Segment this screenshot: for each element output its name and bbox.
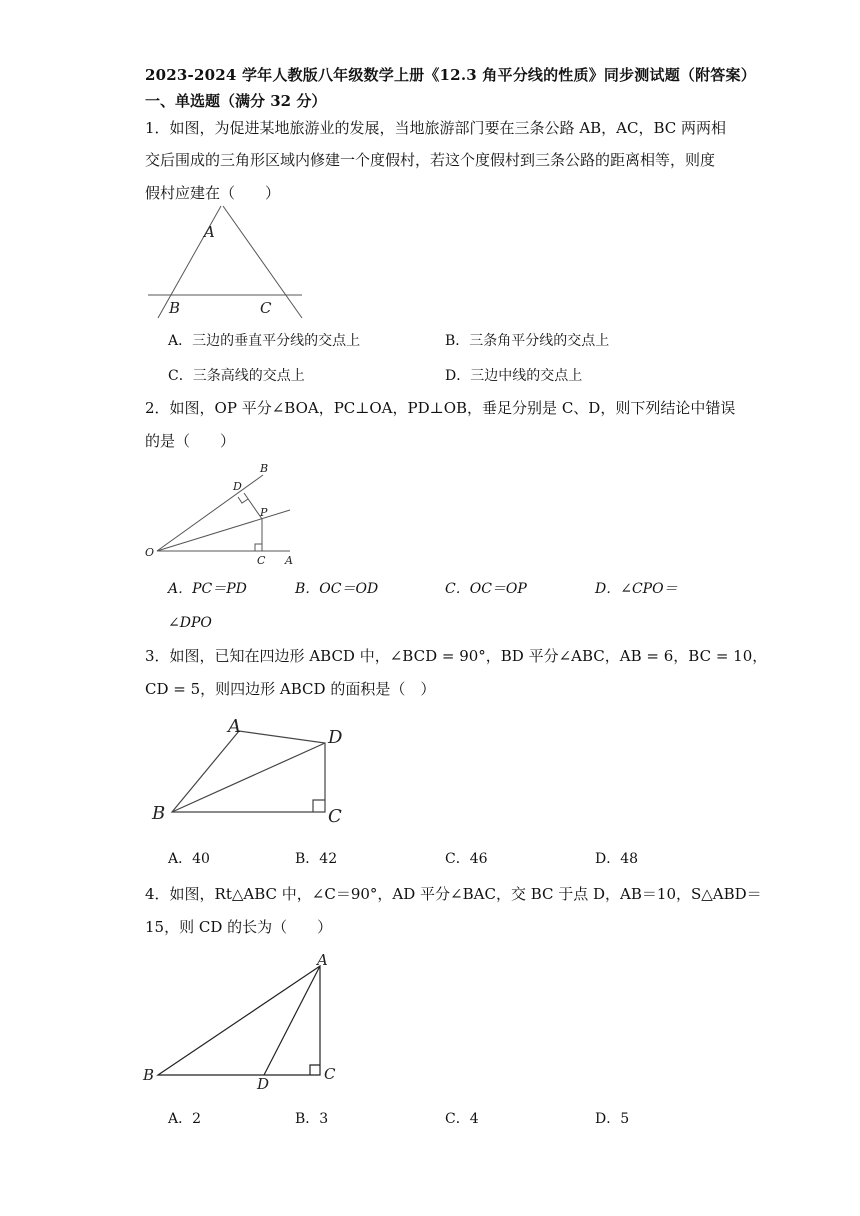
q4-label-b: B <box>143 1066 155 1084</box>
q2-label-d: D <box>233 480 242 493</box>
q4-label-c: C <box>324 1065 336 1083</box>
q2-option-a[interactable]: A．PC＝PD <box>168 581 247 597</box>
q1-option-a[interactable]: A．三边的垂直平分线的交点上 <box>168 333 361 349</box>
q2-label-o: O <box>145 546 155 559</box>
q2-right-angle-d <box>238 497 248 503</box>
q2-right-angle-c <box>255 544 262 551</box>
q3-quadrilateral <box>172 731 325 812</box>
q2-option-d-continued: ∠DPO <box>168 615 212 631</box>
q4-text-line-1: 4．如图，Rt△ABC 中，∠C＝90°，AD 平分∠BAC，交 BC 于点 D，AB＝10，S△ABD＝ <box>145 885 762 903</box>
q2-option-b[interactable]: B．OC＝OD <box>295 581 379 597</box>
q3-label-a: A <box>228 716 241 737</box>
q4-text-line-2: 15，则 CD 的长为（ ） <box>145 918 333 936</box>
q4-figure <box>140 948 350 1093</box>
q1-label-c: C <box>260 299 272 317</box>
q2-option-d[interactable]: D．∠CPO＝ <box>595 581 678 597</box>
q4-label-a: A <box>317 951 328 969</box>
section-heading: 一、单选题（满分 32 分） <box>145 92 327 110</box>
q3-option-b[interactable]: B．42 <box>295 851 338 867</box>
q2-figure <box>140 458 300 573</box>
q3-figure <box>140 712 350 832</box>
q2-text-line-2: 的是（ ） <box>145 432 236 450</box>
q4-option-c[interactable]: C．4 <box>445 1111 479 1127</box>
q1-text-line-3: 假村应建在（ ） <box>145 184 281 202</box>
q3-label-d: D <box>328 727 343 748</box>
q2-text-line-1: 2．如图，OP 平分∠BOA，PC⊥OA，PD⊥OB，垂足分别是 C、D，则下列结论中错误 <box>145 399 736 417</box>
q2-label-p: P <box>260 506 268 519</box>
q3-diagonal-bd <box>172 743 325 812</box>
q3-right-angle-c <box>313 800 325 812</box>
q3-text-line-2: CD = 5，则四边形 ABCD 的面积是（ ） <box>145 680 436 698</box>
q1-text-line-2: 交后围成的三角形区域内修建一个度假村，若这个度假村到三条公路的距离相等，则度 <box>145 151 716 169</box>
q3-option-d[interactable]: D．48 <box>595 851 639 867</box>
q1-text-line-1: 1．如图，为促进某地旅游业的发展，当地旅游部门要在三条公路 AB，AC，BC 两两相 <box>145 119 727 137</box>
q4-option-a[interactable]: A．2 <box>168 1111 202 1127</box>
q3-text-line-1: 3．如图，已知在四边形 ABCD 中，∠BCD = 90°，BD 平分∠ABC，AB = 6，BC = 10， <box>145 647 768 665</box>
q3-label-b: B <box>152 803 166 824</box>
q4-right-angle-c <box>310 1065 320 1075</box>
q4-bisector-ad <box>264 966 320 1075</box>
q2-ray-op <box>157 510 290 551</box>
q3-option-c[interactable]: C．46 <box>445 851 488 867</box>
q2-label-c: C <box>257 554 266 567</box>
q1-option-d[interactable]: D．三边中线的交点上 <box>445 368 583 384</box>
q1-label-a: A <box>204 223 215 241</box>
q2-option-c[interactable]: C．OC＝OP <box>445 581 527 597</box>
q4-triangle <box>158 966 320 1075</box>
q1-figure <box>140 212 310 327</box>
q2-ray-ob <box>157 475 263 551</box>
q1-option-c[interactable]: C．三条高线的交点上 <box>168 368 305 384</box>
q1-label-b: B <box>169 299 181 317</box>
q4-option-d[interactable]: D．5 <box>595 1111 630 1127</box>
q3-option-a[interactable]: A．40 <box>168 851 210 867</box>
q1-option-b[interactable]: B．三条角平分线的交点上 <box>445 333 610 349</box>
q2-label-a: A <box>285 554 293 567</box>
q2-label-b: B <box>260 462 269 475</box>
q4-option-b[interactable]: B．3 <box>295 1111 329 1127</box>
q3-label-c: C <box>328 806 342 827</box>
page-title: 2023-2024 学年人教版八年级数学上册《12.3 角平分线的性质》同步测试题（附答案） <box>145 66 756 84</box>
q4-label-d: D <box>257 1075 270 1093</box>
